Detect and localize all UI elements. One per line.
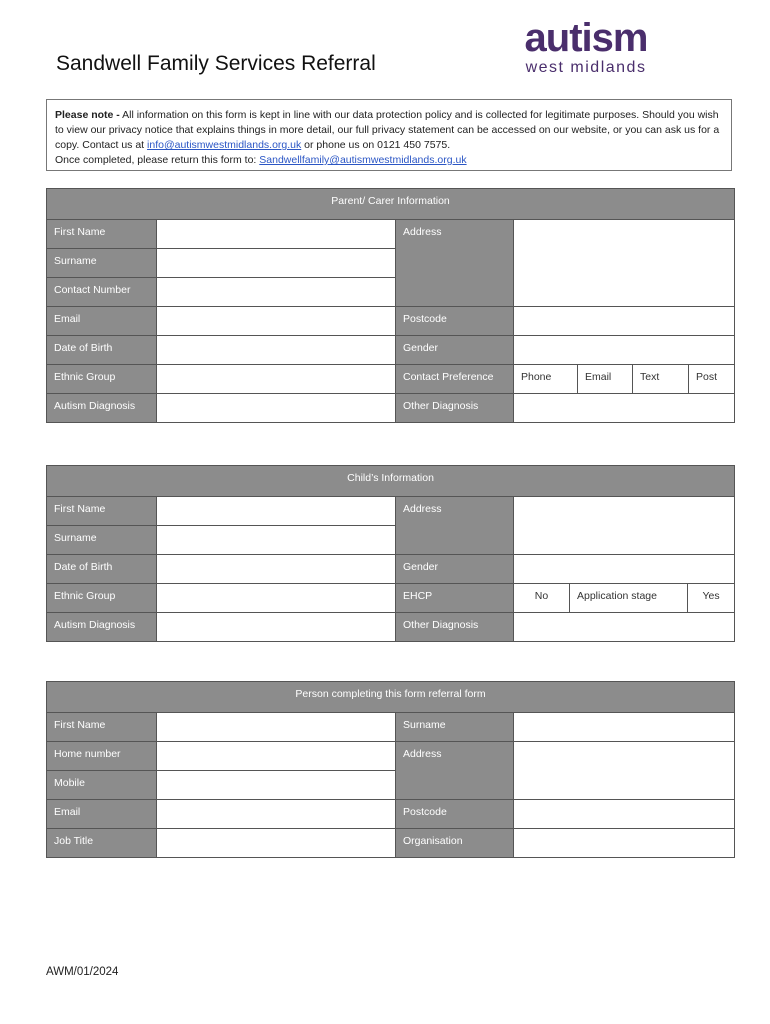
child-gender-field[interactable] xyxy=(514,555,735,584)
parent-heading: Parent/ Carer Information xyxy=(47,189,735,220)
referrer-email-label: Email xyxy=(47,800,157,829)
referrer-mobile-field[interactable] xyxy=(157,771,396,800)
child-ethnic-group-label: Ethnic Group xyxy=(47,584,157,613)
child-autism-diagnosis-field[interactable] xyxy=(157,613,396,642)
referrer-surname-field[interactable] xyxy=(514,713,735,742)
parent-gender-field[interactable] xyxy=(514,336,735,365)
info-email-link[interactable]: info@autismwestmidlands.org.uk xyxy=(147,139,302,151)
parent-ethnic-group-label: Ethnic Group xyxy=(47,365,157,394)
child-other-diagnosis-field[interactable] xyxy=(514,613,735,642)
parent-gender-label: Gender xyxy=(396,336,514,365)
ehcp-no-option[interactable]: No xyxy=(514,584,570,613)
logo-line1: autism xyxy=(524,16,648,60)
parent-contact-preference-label: Contact Preference xyxy=(396,365,514,394)
child-ehcp-label: EHCP xyxy=(396,584,514,613)
referrer-home-number-field[interactable] xyxy=(157,742,396,771)
child-dob-field[interactable] xyxy=(157,555,396,584)
child-dob-label: Date of Birth xyxy=(47,555,157,584)
referrer-job-title-field[interactable] xyxy=(157,829,396,858)
referrer-address-field[interactable] xyxy=(514,742,735,800)
parent-surname-field[interactable] xyxy=(157,249,396,278)
child-surname-label: Surname xyxy=(47,526,157,555)
child-first-name-field[interactable] xyxy=(157,497,396,526)
parent-address-label: Address xyxy=(396,220,514,307)
child-surname-field[interactable] xyxy=(157,526,396,555)
autism-west-midlands-logo xyxy=(510,18,662,76)
notice-text1: All information on this form is kept in line with our data protection policy and is collected for legitimate purposes. Should you wish to view our privacy notice that explains things in more detail, our full privacy statement can be accessed on our website, or you can ask us for a copy. Contact us at xyxy=(55,109,720,151)
child-info-table xyxy=(46,465,735,642)
pref-phone-option[interactable]: Phone xyxy=(514,365,578,394)
referrer-postcode-label: Postcode xyxy=(396,800,514,829)
child-ethnic-group-field[interactable] xyxy=(157,584,396,613)
referrer-first-name-field[interactable] xyxy=(157,713,396,742)
parent-carer-table xyxy=(46,188,735,423)
sandwell-email-link[interactable]: Sandwellfamily@autismwestmidlands.org.uk xyxy=(259,154,467,166)
pref-email-option[interactable]: Email xyxy=(578,365,633,394)
referrer-surname-label: Surname xyxy=(396,713,514,742)
referrer-email-field[interactable] xyxy=(157,800,396,829)
ehcp-yes-option[interactable]: Yes xyxy=(688,584,735,613)
parent-autism-diagnosis-field[interactable] xyxy=(157,394,396,423)
privacy-notice xyxy=(46,99,732,171)
referrer-table xyxy=(46,681,735,858)
child-heading: Child’s Information xyxy=(47,466,735,497)
child-first-name-label: First Name xyxy=(47,497,157,526)
parent-surname-label: Surname xyxy=(47,249,157,278)
notice-prefix: Please note - xyxy=(55,109,120,121)
parent-email-label: Email xyxy=(47,307,157,336)
parent-dob-label: Date of Birth xyxy=(47,336,157,365)
parent-email-field[interactable] xyxy=(157,307,396,336)
child-address-label: Address xyxy=(396,497,514,555)
notice-text2: or phone us on 0121 450 7575. xyxy=(301,139,451,151)
referrer-postcode-field[interactable] xyxy=(514,800,735,829)
footer-code: AWM/01/2024 xyxy=(46,966,119,978)
parent-postcode-field[interactable] xyxy=(514,307,735,336)
parent-first-name-label: First Name xyxy=(47,220,157,249)
parent-autism-diagnosis-label: Autism Diagnosis xyxy=(47,394,157,423)
referrer-organisation-field[interactable] xyxy=(514,829,735,858)
child-autism-diagnosis-label: Autism Diagnosis xyxy=(47,613,157,642)
ehcp-application-stage-option[interactable]: Application stage xyxy=(570,584,688,613)
parent-contact-number-label: Contact Number xyxy=(47,278,157,307)
parent-address-field[interactable] xyxy=(514,220,735,307)
pref-text-option[interactable]: Text xyxy=(633,365,689,394)
child-address-field[interactable] xyxy=(514,497,735,555)
parent-ethnic-group-field[interactable] xyxy=(157,365,396,394)
parent-other-diagnosis-field[interactable] xyxy=(514,394,735,423)
parent-postcode-label: Postcode xyxy=(396,307,514,336)
referrer-home-number-label: Home number xyxy=(47,742,157,771)
notice-text3: Once completed, please return this form to: xyxy=(55,154,260,166)
parent-other-diagnosis-label: Other Diagnosis xyxy=(396,394,514,423)
referrer-organisation-label: Organisation xyxy=(396,829,514,858)
referrer-job-title-label: Job Title xyxy=(47,829,157,858)
parent-dob-field[interactable] xyxy=(157,336,396,365)
referrer-address-label: Address xyxy=(396,742,514,800)
child-gender-label: Gender xyxy=(396,555,514,584)
child-other-diagnosis-label: Other Diagnosis xyxy=(396,613,514,642)
parent-contact-number-field[interactable] xyxy=(157,278,396,307)
logo-line2: west midlands xyxy=(525,59,647,76)
pref-post-option[interactable]: Post xyxy=(689,365,735,394)
referrer-heading: Person completing this form referral form xyxy=(47,682,735,713)
parent-first-name-field[interactable] xyxy=(157,220,396,249)
referrer-mobile-label: Mobile xyxy=(47,771,157,800)
page-title: Sandwell Family Services Referral xyxy=(56,52,376,75)
referrer-first-name-label: First Name xyxy=(47,713,157,742)
